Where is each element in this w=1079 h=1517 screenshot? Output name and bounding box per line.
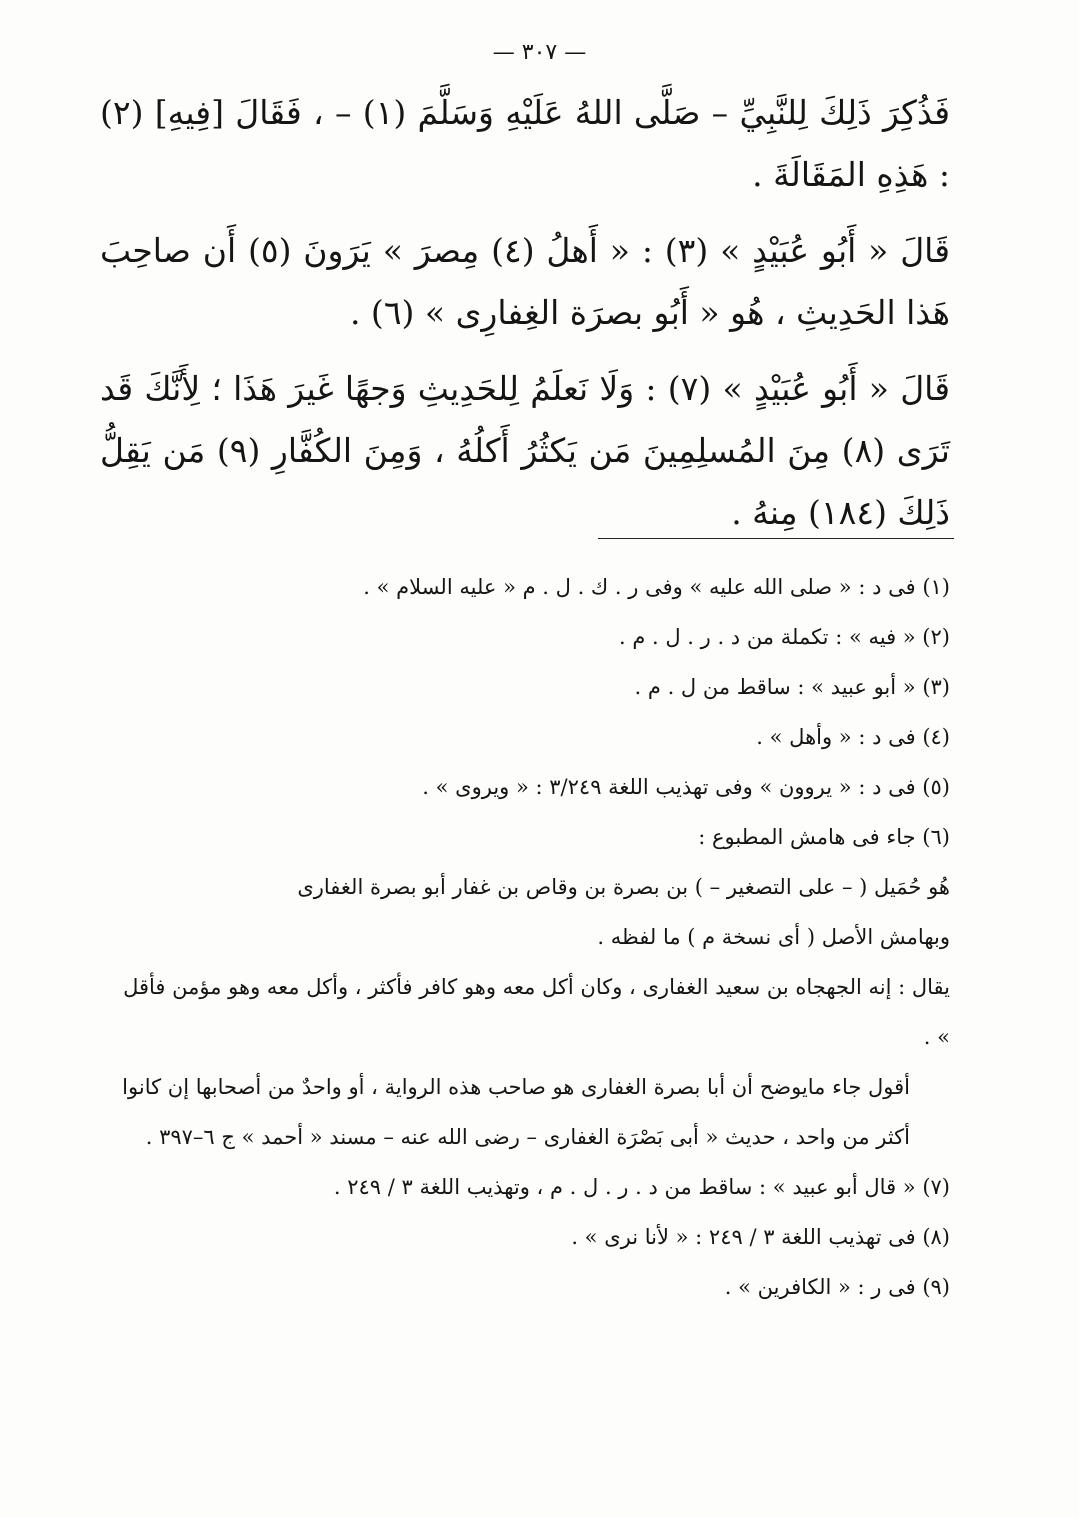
footnote-7: (٧) « قال أبو عبيد » : ساقط من د . ر . ل . م ، وتهذيب اللغة ٣ / ٢٤٩ . [333,1175,950,1199]
footnote-9: (٩) فى ر : « الكافرين » . [724,1275,950,1299]
footnote-divider [598,538,954,539]
note-line-4: أقول جاء مايوضح أن أبا بصرة الغفارى هو صاحب هذه الرواية ، أو واحدٌ من أصحابها إن كانوا أكثر من واحد ، حديث « أبى بَصْرَة الغفارى – رضى الله عنه – مسند « أحمد » ج ٦–٣٩٧ . [122,1075,910,1149]
main-text [100,82,950,544]
footnote-6-note [110,862,950,1162]
main-paragraph-1: فَذُكِرَ ذَلِكَ لِلنَّبِيِّ – صَلَّى اللهُ عَلَيْهِ وَسَلَّمَ (١) – ، فَقَالَ [فِيهِ] (٢) : هَذِهِ المَقَالَةَ . [100,93,950,194]
page-number: — ٣٠٧ — [492,40,587,65]
main-paragraph-3: قَالَ « أَبُو عُبَيْدٍ » (٧) : وَلَا نَعلَمُ لِلحَدِيثِ وَجهًا غَيرَ هَذَا ؛ لِأَنَّكَ قَد تَرَى (٨) مِنَ المُسلِمِينَ مَن يَكثُرُ أَكلُهُ ، وَمِنَ الكُفَّارِ (٩) مَن يَقِلُّ ذَلِكَ (١٨٤) مِنهُ . [100,369,950,532]
footnote-3: (٣) « أبو عبيد » : ساقط من ل . م . [634,675,950,699]
note-line-2: وبهامش الأصل ( أى نسخة م ) ما لفظه . [597,925,950,949]
footnote-4: (٤) فى د : « وأهل » . [756,725,950,749]
footnote-8: (٨) فى تهذيب اللغة ٣ / ٢٤٩ : « لأنا نرى » . [571,1225,950,1249]
main-paragraph-2: قَالَ « أَبُو عُبَيْدٍ » (٣) : « أَهلُ (٤) مِصرَ » يَرَونَ (٥) أَن صاحِبَ هَذا الحَدِيثِ ، هُو « أَبُو بصرَة الغِفارِى » (٦) . [100,231,950,332]
note-line-1: هُو حُمَيل ( – على التصغير – ) بن بصرة بن وقاص بن غفار أبو بصرة الغفارى [297,875,950,899]
footnote-1: (١) فى د : « صلى الله عليه » وفى ر . ك . ل . م « عليه السلام » . [363,575,950,599]
footnote-6: (٦) جاء فى هامش المطبوع : [698,825,950,849]
footnote-2: (٢) « فيه » : تكملة من د . ر . ل . م . [618,625,950,649]
footnote-5: (٥) فى د : « يروون » وفى تهذيب اللغة ٣/٢٤٩ : « ويروى » . [422,775,950,799]
footnotes [110,562,950,1312]
note-line-3: يقال : إنه الجهجاه بن سعيد الغفارى ، وكان أكل معه وهو كافر فأكثر ، وأكل معه وهو مؤمن فأقل » . [123,975,950,1049]
